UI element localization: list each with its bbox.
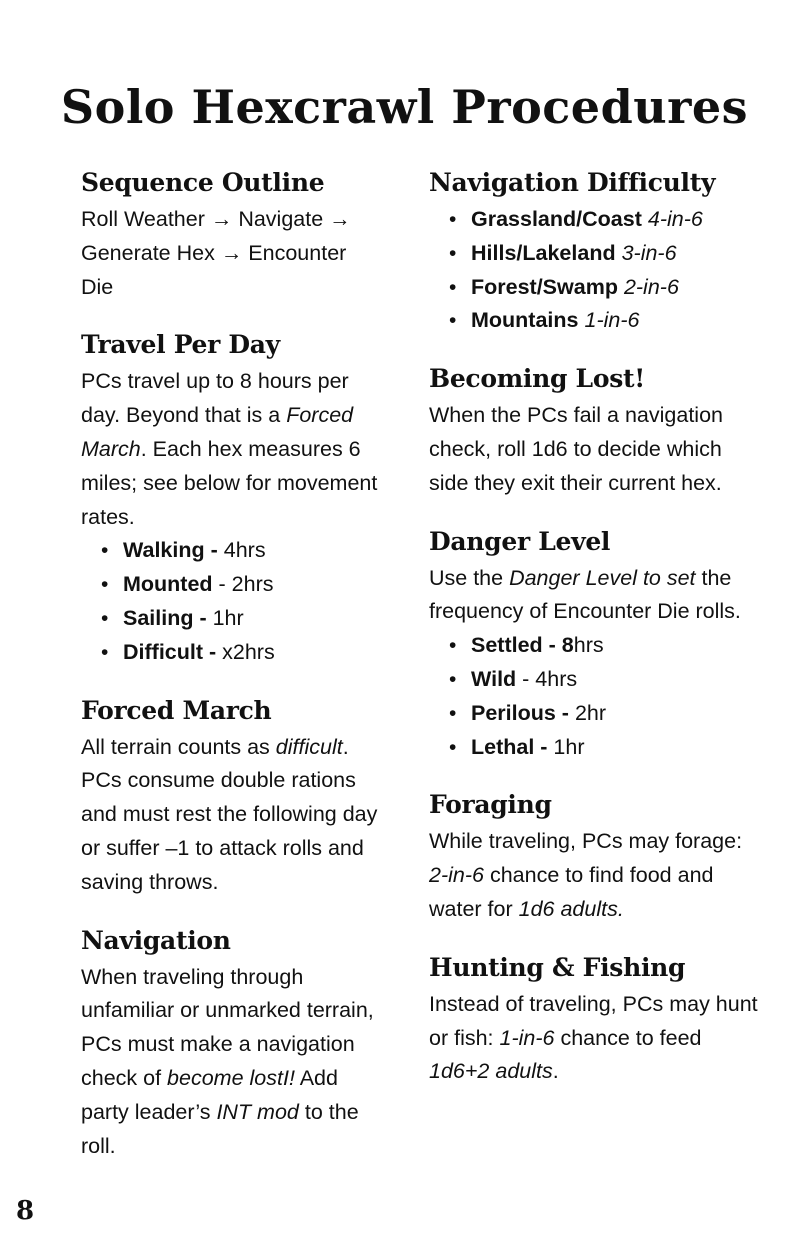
list-item-wild xyxy=(449,663,759,697)
text-run: chance to feed xyxy=(554,1025,702,1050)
text-run: All terrain counts as xyxy=(81,734,276,759)
page-title: Solo Hexcrawl Procedures xyxy=(60,80,749,134)
heading-navigation: Navigation xyxy=(81,925,231,955)
list-item-grassland xyxy=(449,203,759,237)
navigation-text xyxy=(81,961,381,1164)
item-value: hrs xyxy=(573,633,604,658)
list-item-difficult xyxy=(101,636,381,670)
emphasis-int-mod: INT mod xyxy=(216,1099,299,1124)
list-item-perilous xyxy=(449,697,759,731)
section-sequence-outline xyxy=(81,164,381,304)
right-column xyxy=(429,164,759,1111)
hunting-fishing-text xyxy=(429,988,759,1089)
foraging-text xyxy=(429,825,759,926)
item-value: 4hrs xyxy=(217,538,266,563)
text-run: Use the xyxy=(429,565,510,590)
item-value: - 2hrs xyxy=(212,572,274,597)
text-run: When traveling through unfamiliar or unmarked terrain, PCs must make a navigation check of xyxy=(81,964,374,1090)
item-value: - 4hrs xyxy=(516,666,578,691)
section-navigation-difficulty xyxy=(429,164,759,338)
section-travel-per-day xyxy=(81,326,381,669)
item-label: Forest/Swamp xyxy=(471,274,618,299)
item-label: Mounted xyxy=(123,572,213,597)
section-becoming-lost xyxy=(429,360,759,500)
item-value: 2-in-6 xyxy=(623,274,679,299)
emphasis-adults: 1d6 adults. xyxy=(518,896,624,921)
heading-forced-march: Forced March xyxy=(81,695,272,725)
item-label: Mountains xyxy=(471,308,579,333)
text-run: Instead of traveling, PCs may hunt or fish: xyxy=(429,991,758,1050)
item-value: 1hr xyxy=(206,605,244,630)
forced-march-text xyxy=(81,731,381,900)
emphasis-chance: 1-in-6 xyxy=(499,1025,555,1050)
emphasis-danger-level: Danger Level to set xyxy=(509,565,696,590)
section-navigation xyxy=(81,922,381,1164)
page-number: 8 xyxy=(16,1196,35,1226)
list-item-forest xyxy=(449,271,759,305)
item-label: Walking - xyxy=(123,538,218,563)
text-run: Add party leader’s xyxy=(81,1065,338,1124)
emphasis-become-lost: become lostI! xyxy=(167,1065,295,1090)
heading-becoming-lost: Becoming Lost! xyxy=(429,364,645,394)
text-run: While traveling, PCs may forage: xyxy=(429,829,743,854)
list-item-mountains xyxy=(449,304,759,338)
list-item-lethal xyxy=(449,731,759,765)
emphasis-adults: 1d6+2 adults xyxy=(429,1059,553,1084)
text-run: PCs travel up to 8 hours per day. Beyond that is a xyxy=(81,369,349,428)
item-value: 4-in-6 xyxy=(647,207,703,231)
left-column xyxy=(81,164,381,1185)
item-label: Difficult - xyxy=(123,639,217,664)
section-forced-march xyxy=(81,692,381,900)
item-value: 1hr xyxy=(547,734,585,759)
travel-per-day-text xyxy=(81,365,381,534)
text-run: chance to find food and water for xyxy=(429,863,714,921)
danger-level-list xyxy=(429,629,759,764)
section-danger-level xyxy=(429,523,759,765)
list-item-hills xyxy=(449,237,759,271)
list-item-walking xyxy=(101,534,381,568)
item-label: Wild xyxy=(471,666,517,691)
list-item-mounted xyxy=(101,568,381,602)
heading-navigation-difficulty: Navigation Difficulty xyxy=(429,168,716,197)
emphasis-forced-march: Forced March xyxy=(81,403,354,461)
text-run: the frequency of Encounter Die rolls. xyxy=(429,565,741,624)
emphasis-chance: 2-in-6 xyxy=(429,863,484,888)
item-label: Lethal - xyxy=(471,734,548,759)
navigation-difficulty-list xyxy=(429,203,759,338)
item-value: x2hrs xyxy=(216,639,275,664)
item-label: Sailing - xyxy=(123,605,207,630)
heading-sequence-outline: Sequence Outline xyxy=(81,168,325,197)
text-run: . PCs consume double rations and must rest the following day or suffer –1 to attack rolls and saving throws. xyxy=(81,734,378,894)
sequence-outline-text: Roll Weather → Navigate → Generate Hex → Encounter Die xyxy=(81,207,351,299)
list-item-settled xyxy=(449,629,759,663)
section-hunting-fishing xyxy=(429,949,759,1089)
item-label: Perilous - xyxy=(471,700,569,725)
movement-rates-list xyxy=(81,534,381,669)
heading-travel-per-day: Travel Per Day xyxy=(81,330,280,360)
item-value: 2hr xyxy=(568,700,607,725)
text-run: . xyxy=(552,1059,559,1084)
item-value: 3-in-6 xyxy=(621,240,677,265)
text-run: to the roll. xyxy=(81,1099,359,1158)
heading-foraging: Foraging xyxy=(429,790,552,820)
heading-hunting-fishing: Hunting & Fishing xyxy=(429,952,686,982)
text-run: . Each hex measures 6 miles; see below for movement rates. xyxy=(81,436,378,529)
item-label: Hills/Lakeland xyxy=(471,240,616,265)
item-label: Grassland/Coast xyxy=(471,207,642,231)
section-foraging xyxy=(429,786,759,926)
danger-level-text xyxy=(429,562,759,630)
item-label: Settled - 8 xyxy=(471,633,574,658)
item-value: 1-in-6 xyxy=(584,308,640,333)
emphasis-difficult: difficult xyxy=(275,734,343,759)
becoming-lost-text: When the PCs fail a navigation check, roll 1d6 to decide which side they exit their current hex. xyxy=(429,403,723,495)
heading-danger-level: Danger Level xyxy=(429,526,611,556)
list-item-sailing xyxy=(101,602,381,636)
